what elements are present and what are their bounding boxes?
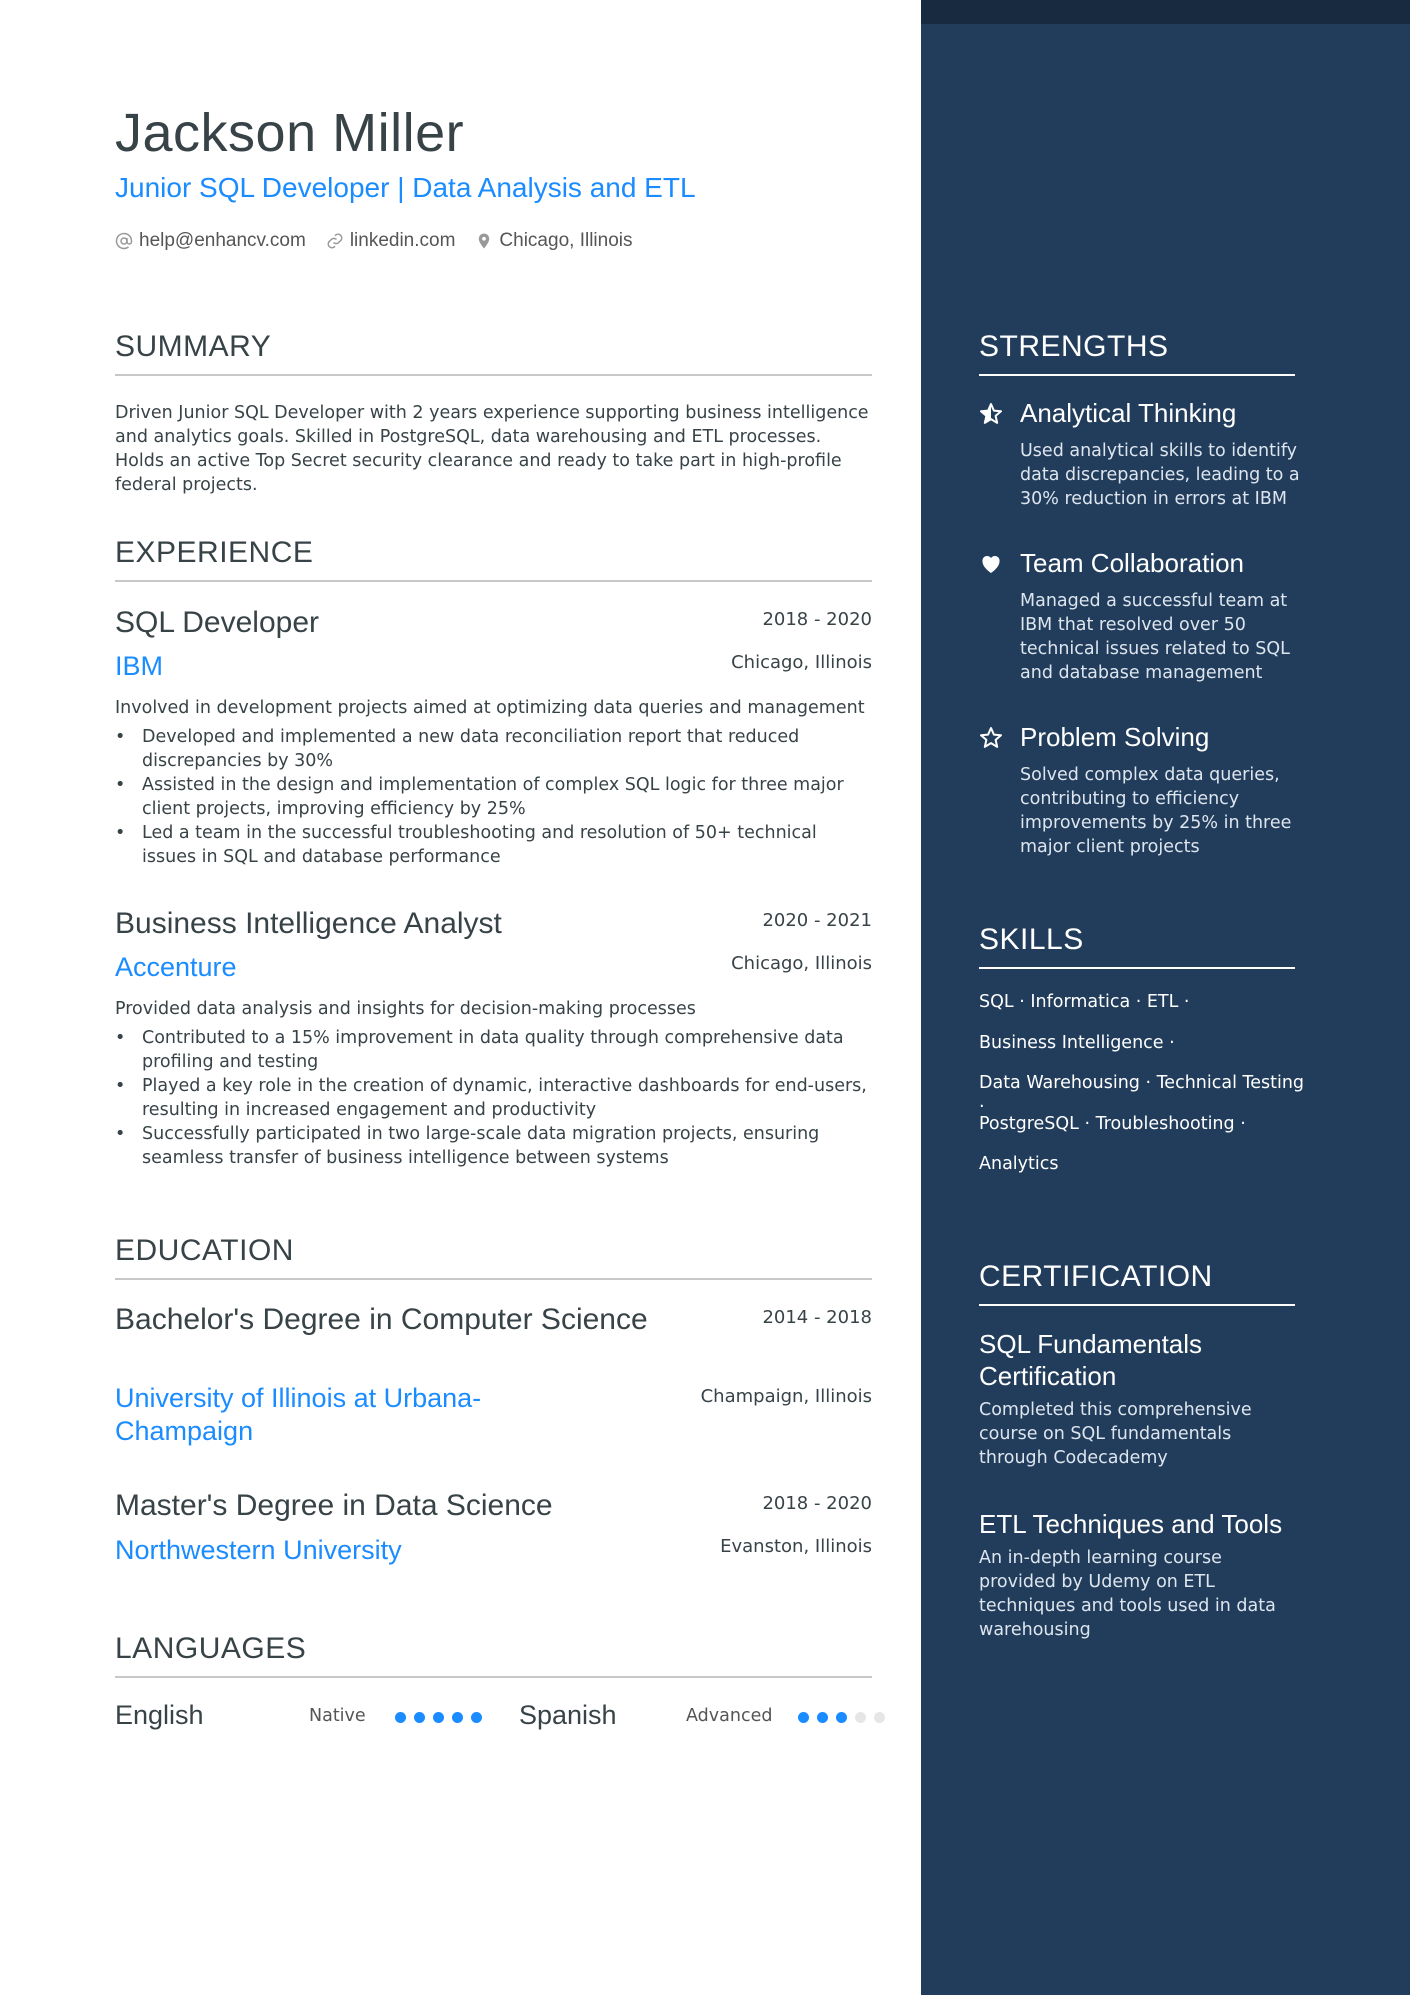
skills-heading: SKILLS — [979, 923, 1295, 969]
job-company: Accenture — [115, 952, 237, 982]
edu-school: Northwestern University — [115, 1535, 402, 1565]
skill-line: Business Intelligence · — [979, 1032, 1175, 1053]
rating-dot — [798, 1712, 809, 1723]
job-company: IBM — [115, 651, 164, 681]
strength-name: Problem Solving — [1020, 722, 1210, 752]
languages-row — [115, 1700, 872, 1740]
rating-dot — [855, 1712, 866, 1723]
location-pin-icon — [475, 232, 493, 250]
strength-item — [979, 548, 1309, 688]
list-item: • Successfully participated in two large-scale data migration projects, ensuring seamless transfer of business intelligence between systems — [115, 1122, 875, 1170]
certification-desc: An in-depth learning course provided by Udemy on ETL techniques and tools used in data warehousing — [979, 1548, 1276, 1640]
sidebar-top-bar — [921, 0, 1410, 24]
summary-heading: SUMMARY — [115, 330, 872, 376]
list-item: • Led a team in the successful troubleshooting and resolution of 50+ technical issues in SQL and database performance — [115, 821, 875, 869]
certification-title: ETL Techniques and Tools — [979, 1509, 1283, 1539]
certification-heading: CERTIFICATION — [979, 1260, 1295, 1306]
edu-degree: Bachelor's Degree in Computer Science — [115, 1303, 648, 1336]
skill-line: Analytics — [979, 1154, 1059, 1174]
contact-location-text: Chicago, Illinois — [499, 230, 633, 251]
job-dates: 2018 - 2020 — [762, 609, 872, 630]
summary-text: Driven Junior SQL Developer with 2 years experience supporting business intelligence and analytics goals. Skilled in PostgreSQL, data warehousing and ETL processes. Holds an active Top Secret security clearance and ready to take part in high-profile federal projects. — [115, 403, 869, 495]
skills-list — [979, 990, 1309, 1193]
skill-line: Data Warehousing · Technical Testing · — [979, 1073, 1305, 1117]
certification-item — [979, 1328, 1309, 1470]
strength-name: Team Collaboration — [1020, 548, 1245, 578]
job-description: Provided data analysis and insights for decision-making processes — [115, 999, 696, 1019]
strengths-heading: STRENGTHS — [979, 330, 1295, 376]
rating-dot — [433, 1712, 444, 1723]
heart-icon — [979, 552, 1003, 576]
language-level: Advanced — [686, 1706, 773, 1726]
strength-item — [979, 398, 1309, 518]
contact-linkedin[interactable] — [326, 230, 456, 252]
rating-dot — [414, 1712, 425, 1723]
strength-desc: Used analytical skills to identify data discrepancies, leading to a 30% reduction in errors at IBM — [1020, 441, 1300, 509]
experience-heading: EXPERIENCE — [115, 536, 872, 582]
education-heading: EDUCATION — [115, 1234, 872, 1280]
job-role: SQL Developer — [115, 606, 319, 639]
job-bullets — [115, 725, 875, 869]
job-dates: 2020 - 2021 — [762, 910, 872, 931]
headline: Junior SQL Developer | Data Analysis and ETL — [115, 172, 696, 203]
edu-degree: Master's Degree in Data Science — [115, 1489, 553, 1522]
language-rating — [395, 1712, 482, 1723]
contact-email[interactable] — [115, 230, 306, 252]
languages-heading: LANGUAGES — [115, 1632, 872, 1678]
skill-line: PostgreSQL · Troubleshooting · — [979, 1113, 1246, 1134]
star-outline-icon — [979, 726, 1003, 750]
contact-row — [115, 230, 633, 252]
language-name: English — [115, 1700, 204, 1730]
rating-dot — [471, 1712, 482, 1723]
contact-linkedin-text: linkedin.com — [349, 230, 456, 251]
strength-name: Analytical Thinking — [1020, 398, 1237, 428]
job-location: Chicago, Illinois — [731, 652, 872, 673]
link-icon — [326, 232, 344, 250]
edu-dates: 2018 - 2020 — [762, 1493, 872, 1514]
star-half-icon — [979, 402, 1003, 426]
strength-item — [979, 722, 1309, 862]
strength-desc: Solved complex data queries, contributing to efficiency improvements by 25% in three major client projects — [1020, 765, 1292, 857]
strength-desc: Managed a successful team at IBM that resolved over 50 technical issues related to SQL and database management — [1020, 591, 1290, 683]
edu-location: Evanston, Illinois — [720, 1536, 872, 1557]
edu-location: Champaign, Illinois — [700, 1386, 872, 1407]
contact-email-text: help@enhancv.com — [139, 230, 306, 251]
list-item: • Played a key role in the creation of dynamic, interactive dashboards for end-users, resulting in increased engagement and productivity — [115, 1074, 875, 1122]
contact-location — [475, 230, 632, 252]
language-rating — [798, 1712, 885, 1723]
job-description: Involved in development projects aimed at optimizing data queries and management — [115, 698, 865, 718]
skill-line: SQL · Informatica · ETL · — [979, 992, 1190, 1012]
list-item: • Assisted in the design and implementation of complex SQL logic for three major client projects, improving efficiency by 25% — [115, 773, 875, 821]
certification-title: SQL Fundamentals Certification — [979, 1329, 1203, 1391]
certification-desc: Completed this comprehensive course on SQL fundamentals through Codecademy — [979, 1400, 1252, 1468]
job-role: Business Intelligence Analyst — [115, 907, 502, 940]
language-level: Native — [309, 1706, 366, 1726]
candidate-name: Jackson Miller — [115, 103, 465, 163]
list-item: • Developed and implemented a new data reconciliation report that reduced discrepancies by 30% — [115, 725, 875, 773]
certification-item — [979, 1508, 1309, 1642]
rating-dot — [395, 1712, 406, 1723]
edu-dates: 2014 - 2018 — [762, 1307, 872, 1328]
list-item: • Contributed to a 15% improvement in data quality through comprehensive data profiling and testing — [115, 1026, 875, 1074]
edu-school: University of Illinois at Urbana-Champaign — [115, 1383, 482, 1446]
job-location: Chicago, Illinois — [731, 953, 872, 974]
rating-dot — [874, 1712, 885, 1723]
rating-dot — [452, 1712, 463, 1723]
job-bullets — [115, 1026, 875, 1170]
at-icon — [115, 232, 133, 250]
language-name: Spanish — [519, 1700, 617, 1730]
rating-dot — [817, 1712, 828, 1723]
rating-dot — [836, 1712, 847, 1723]
